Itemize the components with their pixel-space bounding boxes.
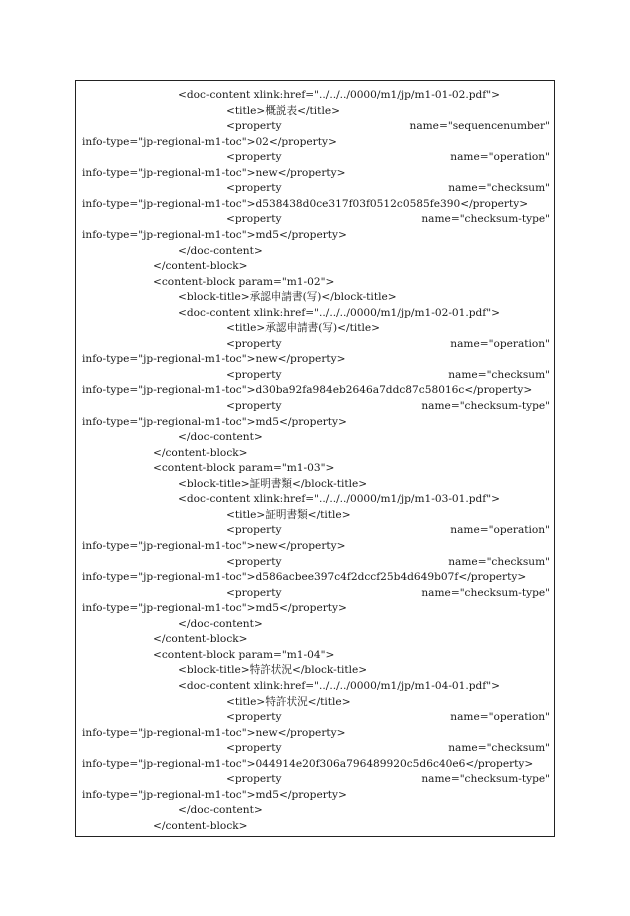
code-line-left: <property [226, 524, 282, 537]
code-line: </doc-content> [178, 617, 263, 630]
code-line-left: <property [226, 400, 282, 412]
code-line: </content-block> [153, 633, 248, 646]
code-line-left: <property [226, 711, 282, 723]
code-line: <title>特許状況</title> [226, 695, 351, 708]
code-line: <title>証明書類</title> [226, 508, 351, 521]
code-line-left: <property [226, 742, 282, 755]
code-line: <doc-content xlink:href="../../../0000/m1/jp/m1-02-01.pdf"> [178, 306, 500, 319]
code-line-left: <property [226, 337, 282, 350]
code-line: info-type="jp-regional-m1-toc">new</property> [82, 726, 346, 739]
code-line-right: name="checksum-type" [421, 213, 550, 226]
code-line: <doc-content xlink:href="../../../0000/m1/jp/m1-04-01.pdf"> [178, 679, 500, 692]
code-line-right: name="checksum" [448, 368, 550, 381]
code-line: <doc-content xlink:href="../../../0000/m1/jp/m1-01-02.pdf"> [178, 89, 500, 101]
code-line-left: <property [226, 773, 282, 786]
code-line: </content-block> [153, 819, 248, 832]
code-line: info-type="jp-regional-m1-toc">02</property> [82, 135, 337, 148]
code-line: <content-block param="m1-03"> [153, 462, 335, 475]
code-line-right: name="checksum" [448, 182, 550, 195]
code-line-right: name="checksum-type" [421, 586, 550, 599]
code-line: <title>概説表</title> [226, 104, 340, 117]
code-line-split [226, 149, 550, 165]
code-line: <title>承認申請書(写)</title> [226, 322, 381, 335]
code-line: <block-title>特許状況</block-title> [178, 664, 368, 677]
code-line: info-type="jp-regional-m1-toc">md5</property> [82, 602, 347, 615]
code-line: info-type="jp-regional-m1-toc">new</property> [82, 540, 346, 552]
code-line-split [226, 709, 550, 725]
code-line: </doc-content> [178, 431, 263, 444]
code-line: </content-block> [153, 260, 248, 273]
code-line-left: <property [226, 555, 282, 568]
code-line-right: name="operation" [450, 151, 550, 164]
code-line-split [226, 118, 550, 134]
code-line-right: name="checksum" [448, 555, 550, 568]
code-line: </content-block> [153, 446, 248, 459]
code-line-split [226, 522, 550, 538]
code-line: info-type="jp-regional-m1-toc">d586acbee397c4f2dccf25b4d649b07f</property> [82, 571, 527, 583]
code-line-split [226, 180, 550, 196]
code-line-left: <property [226, 151, 282, 164]
code-line-right: name="sequencenumber" [409, 120, 550, 133]
code-line: info-type="jp-regional-m1-toc">md5</property> [82, 788, 347, 801]
code-line-split [226, 771, 550, 787]
code-line: info-type="jp-regional-m1-toc">md5</property> [82, 229, 347, 241]
code-line-left: <property [226, 586, 282, 599]
code-line: <block-title>承認申請書(写)</block-title> [178, 291, 397, 304]
code-line-split [226, 740, 550, 756]
code-line-right: name="checksum-type" [421, 773, 550, 786]
code-line: info-type="jp-regional-m1-toc">new</property> [82, 353, 346, 366]
code-line-right: name="operation" [450, 524, 550, 537]
code-line: <content-block param="m1-04"> [153, 648, 335, 661]
code-line-split [226, 554, 550, 570]
code-line-left: <property [226, 368, 282, 381]
code-line-split [226, 585, 550, 601]
code-line-split [226, 211, 550, 227]
code-line: <content-block param="m1-02"> [153, 275, 335, 288]
code-line-right: name="checksum" [448, 742, 550, 755]
code-line-left: <property [226, 120, 282, 133]
code-line: </doc-content> [178, 244, 263, 257]
code-line-right: name="operation" [450, 711, 550, 723]
code-line: info-type="jp-regional-m1-toc">md5</property> [82, 415, 347, 428]
code-line: info-type="jp-regional-m1-toc">new</property> [82, 166, 346, 179]
code-line: info-type="jp-regional-m1-toc">d538438d0ce317f03f0512c0585fe390</property> [82, 197, 529, 210]
code-line-split [226, 367, 550, 383]
code-line: info-type="jp-regional-m1-toc">d30ba92fa984eb2646a7ddc87c58016c</property> [82, 384, 533, 397]
code-line-split [226, 398, 550, 414]
code-line-split [226, 336, 550, 352]
code-line: <doc-content xlink:href="../../../0000/m1/jp/m1-03-01.pdf"> [178, 493, 500, 506]
code-line: info-type="jp-regional-m1-toc">044914e20f306a796489920c5d6c40e6</property> [82, 757, 534, 770]
code-line-right: name="operation" [450, 337, 550, 350]
code-line-left: <property [226, 213, 282, 226]
code-line: </doc-content> [178, 804, 263, 817]
code-line-right: name="checksum-type" [421, 400, 550, 412]
code-line-left: <property [226, 182, 282, 195]
code-line: <block-title>証明書類</block-title> [178, 477, 368, 490]
